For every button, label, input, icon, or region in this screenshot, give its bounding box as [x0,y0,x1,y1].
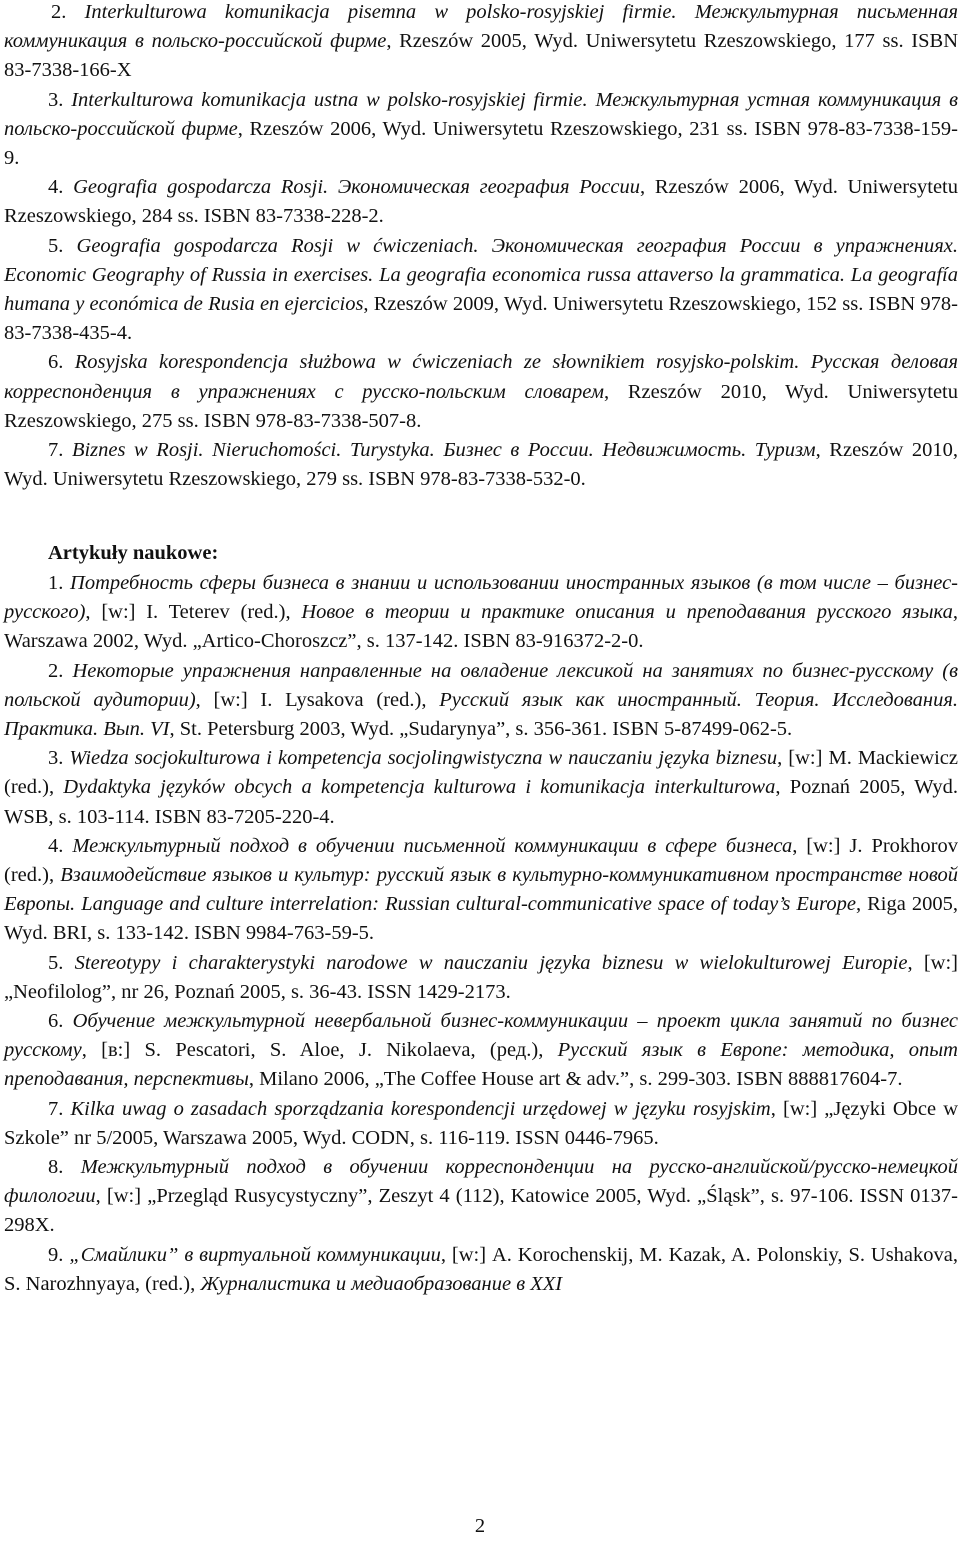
article-entry-title-text: Межкультурный подход в обучении письменной коммуникации в сфере бизнеса [72,834,793,857]
book-entry-citation-text: , Rzeszów 2006, Wyd. Uniwersytetu Rzeszowskiego, 231 ss. ISBN 978-83-7338-159-9. [4,117,958,170]
article-entry [0,1241,960,1299]
book-entry [0,86,960,174]
article-entry-citation-text: , [w:] „Języki Obce w Szkole” nr 5/2005, Warszawa 2005, Wyd. CODN, s. 116-119. ISSN 0446-7965. [4,1097,959,1149]
article-entry-citation-text: , [w:] J. Prokhorov (red.), [4,834,959,887]
book-entry-title-text: Interkulturowa komunikacja pisemna w polsko-rosyjskiej firmie. Межкультурная письменная коммуникация в польско-российской фирме [4,1,959,53]
article-entry-title-text: Взаимодействие языков и культур: русский язык в культурно-коммуникативном пространстве новой Европы. Language and culture interrelation: Russian cultural-communicative space of today’s Europe [4,864,958,916]
article-entry-citation-text: , [w:] M. Mackiewicz (red.), [4,747,958,799]
article-entry-citation-text: , [w:] I. Teterev (red.), [85,601,302,624]
book-entry-title-text: Rosyjska korespondencja służbowa w ćwiczeniach ze słownikiem rosyjsko-polskim. Русская деловая корреспонденция в упражнениях с русско-польским словарем [4,351,958,403]
book-entry-number: 7. [48,439,64,462]
page-number: 2 [474,1515,486,1537]
article-entry-number: 1. [48,572,64,594]
book-entry-title-text: Geografia gospodarcza Rosji w ćwiczeniach. Экономическая география России в упражнениях. Economic Geography of Russia in exercises. La geografia economica russa attaverso la grammatica. La geografía humana y económica de Rusia en ejercicios [4,234,959,316]
book-entry-number: 6. [48,351,64,374]
article-entry [0,657,960,745]
article-entry-citation-text: , Riga 2005, Wyd. BRI, s. 133-142. ISBN 9984-763-59-5. [4,893,959,945]
article-entry-citation-text: , Poznań 2005, Wyd. WSB, s. 103-114. ISBN 83-7205-220-4. [4,776,958,828]
book-entry-citation-text: , Rzeszów 2006, Wyd. Uniwersytetu Rzeszowskiego, 284 ss. ISBN 83-7338-228-2. [4,176,959,228]
articles-heading: Artykuły naukowe: [48,542,219,564]
book-entry-title-text: Geografia gospodarcza Rosji. Экономическая география России [73,176,640,199]
book-entry-number: 3. [48,88,64,111]
books-list [0,0,960,494]
article-entry-title-text: Dydaktyka języków obcych a kompetencja kulturowa i komunikacja interkulturowa [63,776,776,799]
book-entry-number: 4. [48,176,64,199]
book-entry-title-text: Biznes w Rosji. Nieruchomości. Turystyka. Бизнес в России. Недвижимость. Туризм [71,439,816,462]
book-entry-citation-text: , Rzeszów 2010, Wyd. Uniwersytetu Rzeszowskiego, 275 ss. ISBN 978-83-7338-507-8. [4,380,959,432]
article-entry-title-text: Межкультурный подход в обучении корреспонденции на русско-английской/русско-немецкой филологии [4,1156,959,1208]
book-entry [0,348,960,436]
article-entry-title-text: Обучение межкультурной невербальной бизнес-коммуникации – проект цикла занятий по бизнес русскому [4,1010,958,1062]
article-entry-citation-text: , St. Petersburg 2003, Wyd. „Sudarynya”, s. 356-361. ISBN 5-87499-062-5. [169,718,793,741]
article-entry [0,744,960,832]
article-entry [0,569,960,657]
book-entry-citation-text: , Rzeszów 2010, Wyd. Uniwersytetu Rzeszowskiego, 279 ss. ISBN 978-83-7338-532-0. [4,439,958,491]
article-entry-number: 6. [48,1010,64,1033]
article-entry-title-text: Потребность сферы бизнеса в знании и использовании иностранных языков (в том числе – бизнес-русского) [4,572,959,624]
article-entry-number: 2. [48,659,64,682]
book-entry-title-text: Interkulturowa komunikacja ustna w polsko-rosyjskiej firmie. Межкультурная устная коммуникация в польско-российской фирме [4,88,959,140]
article-entry-citation-text: , Warszawa 2002, Wyd. „Artico-Choroszcz”, s. 137-142. ISBN 83-916372-2-0. [4,601,958,653]
article-entry-title-text: Kilka uwag o zasadach sporządzania korespondencji urzędowej w języku rosyjskim [70,1097,771,1120]
article-entry-title-text: Некоторые упражнения направленные на овладение лексикой на занятиях по бизнес-русскому (в польской аудитории) [4,659,959,711]
article-entry-title-text: Журналистика и медиаобразование в XXI [200,1272,563,1295]
article-entry-number: 9. [48,1243,64,1266]
article-entry-number: 3. [48,747,64,770]
article-entry-number: 8. [48,1156,64,1179]
book-entry [0,0,960,86]
article-entry-citation-text: , [w:] „Przegląd Rusycystyczny”, Zeszyt 4 (112), Katowice 2005, Wyd. „Śląsk”, s. 97-106. ISSN 0137-298X. [4,1185,958,1237]
book-entry-number: 5. [48,234,64,257]
book-entry-number: 2. [51,1,67,23]
book-entry [0,436,960,494]
article-entry-title-text: Wiedza socjokulturowa i kompetencja socjolingwistyczna w nauczaniu języka biznesu [69,747,778,770]
article-entry [0,1095,960,1153]
article-entry-number: 7. [48,1097,64,1120]
book-entry [0,232,960,349]
article-entry-number: 4. [48,834,64,857]
article-entry-citation-text: , [w:] „Neofilolog”, nr 26, Poznań 2005, s. 36-43. ISSN 1429-2173. [4,951,959,1003]
article-entry-title-text: Русский язык как иностранный. Теория. Исследования. Практика. Вып. VI [4,688,958,741]
book-entry-citation-text: , Rzeszów 2005, Wyd. Uniwersytetu Rzeszowskiego, 177 ss. ISBN 83-7338-166-X [4,30,959,82]
article-entry-title-text: Stereotypy i charakterystyki narodowe w nauczaniu języka biznesu w wielokulturowej Europie [74,951,908,974]
article-entry [0,832,960,949]
article-entry-title-text: Новое в теории и практике описания и преподавания русского языка [301,601,953,624]
article-entry-citation-text: , Milano 2006, „The Coffee House art & adv.”, s. 299-303. ISBN 888817604-7. [248,1068,903,1091]
article-entry-citation-text: , [в:] S. Pescatori, S. Aloe, J. Nikolaeva, (ред.), [81,1039,558,1062]
book-entry [0,173,960,231]
book-entry-citation-text: , Rzeszów 2009, Wyd. Uniwersytetu Rzeszowskiego, 152 ss. ISBN 978-83-7338-435-4. [4,293,958,345]
article-entry [0,1007,960,1095]
article-entry [0,949,960,1007]
articles-list [0,569,960,1299]
article-entry-title-text: „Смайлики” в виртуальной коммуникации [69,1243,441,1266]
article-entry-citation-text: , [w:] I. Lysakova (red.), [195,688,440,711]
article-entry [0,1153,960,1241]
article-entry-title-text: Русский язык в Европе: методика, опыт преподавания, перспективы [4,1039,958,1091]
article-entry-citation-text: , [w:] A. Korochenskij, M. Kazak, A. Polonskiy, S. Ushakova, S. Narozhnyaya, (red.), [4,1243,958,1295]
article-entry-number: 5. [48,951,64,974]
